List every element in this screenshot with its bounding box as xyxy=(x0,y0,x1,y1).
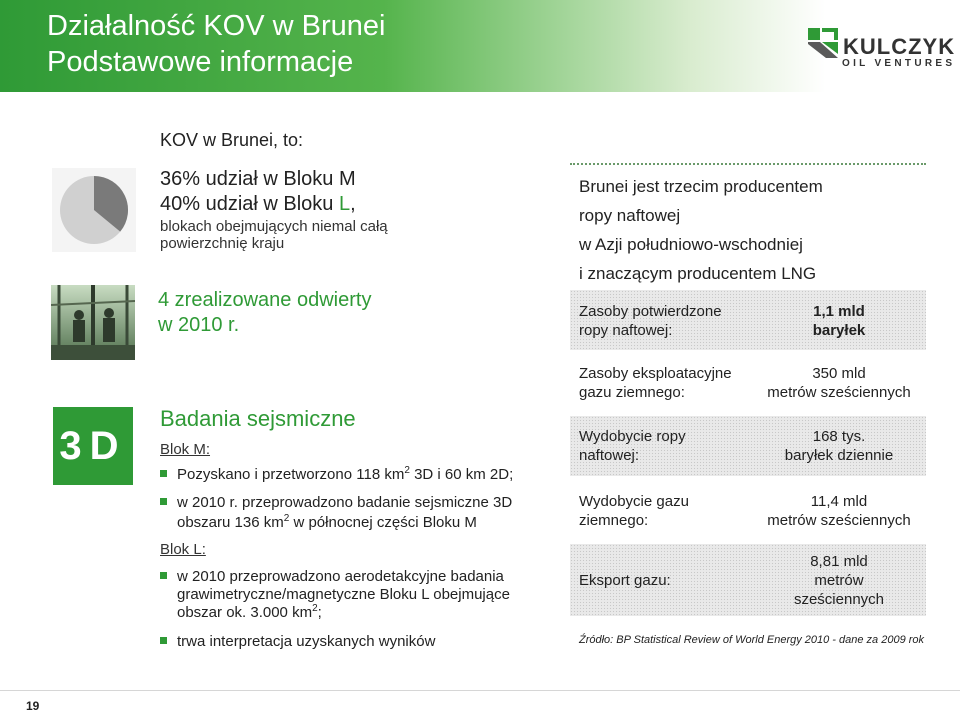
stat-label: Zasoby potwierdzone ropy naftowej: xyxy=(579,303,722,339)
stat-row-oil-production xyxy=(570,416,926,476)
kulczyk-logo-icon xyxy=(806,26,840,60)
kulczyk-logo xyxy=(806,24,956,74)
stat-value: 1,1 mld baryłek xyxy=(812,303,866,339)
stat-label: Zasoby eksploatacyjne gazu ziemnego: xyxy=(579,365,732,401)
blocks-coverage-note: blokach obejmujących niemal całą powierzchnię kraju xyxy=(160,218,388,252)
stat-value: 168 tys. baryłek dziennie xyxy=(784,428,894,464)
drilling-rig-photo xyxy=(51,285,135,360)
seismic-heading: Badania sejsmiczne xyxy=(160,406,356,431)
stat-value: 11,4 mld metrów sześciennych xyxy=(767,493,911,529)
wells-drilled: 4 zrealizowane odwierty w 2010 r. xyxy=(158,289,372,336)
logo-tagline: OIL VENTURES xyxy=(842,58,956,69)
stat-value: 350 mld metrów sześciennych xyxy=(767,365,911,401)
stat-row-gas-reserves xyxy=(570,352,926,414)
share-pie-icon xyxy=(52,168,136,252)
panel-top-rule xyxy=(570,163,926,167)
block-m-share: 36% udział w Bloku M xyxy=(160,168,356,190)
slide-title: Działalność KOV w Brunei xyxy=(47,10,386,42)
stat-label: Wydobycie ropy naftowej: xyxy=(579,428,686,464)
blok-l-label: Blok L: xyxy=(160,541,206,558)
stat-label: Eksport gazu: xyxy=(579,572,671,589)
source-note: Źródło: BP Statistical Review of World Energy 2010 - dane za 2009 rok xyxy=(579,634,925,646)
stat-row-gas-production xyxy=(570,478,926,542)
stat-label: Wydobycie gazu ziemnego: xyxy=(579,493,689,529)
page-number: 19 xyxy=(26,699,40,713)
stat-value: 8,81 mld metrów sześciennych xyxy=(793,553,885,608)
intro-text: KOV w Brunei, to: xyxy=(160,130,304,150)
bullet-square-icon xyxy=(160,470,167,477)
footer-divider xyxy=(0,690,960,691)
block-l-share: 40% udział w Bloku L, xyxy=(160,193,356,215)
logo-wordmark: KULCZYK xyxy=(843,34,956,59)
bullet-square-icon xyxy=(160,498,167,505)
bullet-square-icon xyxy=(160,637,167,644)
stat-row-gas-export xyxy=(570,544,926,616)
blok-m-label: Blok M: xyxy=(160,441,211,458)
bullet-square-icon xyxy=(160,572,167,579)
stat-row-oil-reserves xyxy=(570,290,926,350)
brunei-producer-heading: Brunei jest trzecim producentem ropy naftowej w Azji południowo-wschodniej i znaczącym producentem LNG xyxy=(579,177,823,283)
slide-subtitle: Podstawowe informacje xyxy=(47,46,354,78)
seismic-3d-badge: 3D xyxy=(53,407,133,485)
